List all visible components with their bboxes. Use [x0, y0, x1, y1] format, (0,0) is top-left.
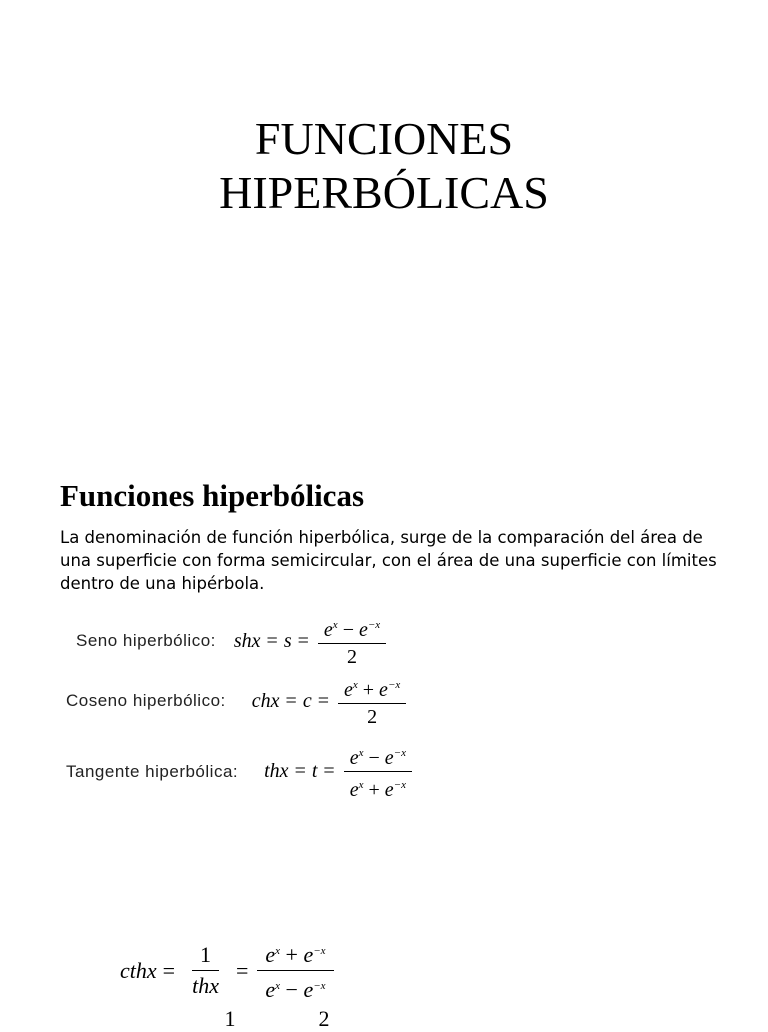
fraction: $\frac{1}{\text{thx}}$ — [192, 942, 219, 998]
fraction: $\frac{e^x + e^{-x}}{e^x - e^{-x}}$ — [257, 936, 333, 1005]
formula-cotangente-expression: cthx = $\frac{1}{\text{thx}}$ = $\frac{e^x + e^{-x}}{e^x - e^{-x}}$ — [120, 936, 337, 1005]
title-line-1: FUNCIONES — [254, 113, 514, 164]
formula-partial-next: 1 2 — [224, 1006, 330, 1031]
title-line-2: HIPERBÓLICAS — [219, 167, 549, 218]
fraction: $\frac{e^x + e^{-x}}{2}$ — [338, 672, 406, 730]
formula-cotangente — [120, 936, 337, 1005]
formula-label-tangente: Tangente hiperbólica: — [66, 761, 239, 781]
formula-seno — [76, 612, 389, 670]
slide-title — [0, 112, 768, 220]
formula-label-seno: Seno hiperbólico: — [76, 631, 216, 650]
formula-tangente-expression: thx = t = $\frac{e^x - e^{-x}}{e^x + e^{-x}}$ — [264, 740, 415, 803]
formula-label-coseno: Coseno hiperbólico: — [66, 691, 226, 710]
fraction: $\frac{e^x - e^{-x}}{2}$ — [318, 612, 386, 670]
formula-coseno — [66, 672, 409, 730]
section-heading: Funciones hiperbólicas — [60, 478, 365, 513]
formula-coseno-expression: chx = c = $\frac{e^x + e^{-x}}{2}$ — [252, 672, 409, 730]
formula-tangente — [66, 740, 415, 803]
fraction: $\frac{e^x - e^{-x}}{e^x + e^{-x}}$ — [344, 740, 412, 803]
formula-seno-expression: shx = s = $\frac{e^x - e^{-x}}{2}$ — [234, 612, 389, 670]
intro-paragraph: La denominación de función hiperbólica, surge de la comparación del área de una superficie con forma semicircular, con el área de una superficie con límites dentro de una hipérbola. — [60, 528, 717, 593]
